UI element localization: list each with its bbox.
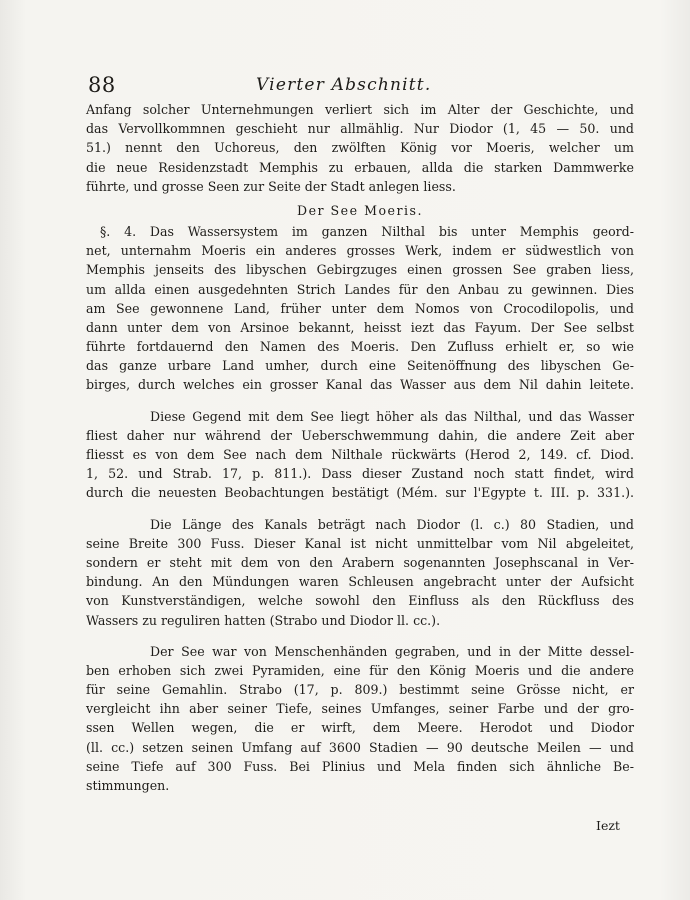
- text-line: dann unter dem von Arsinoe bekannt, heisst iezt das Fayum. Der See selbst: [86, 319, 634, 335]
- text-line: durch die neuesten Beobachtungen bestätigt (Mém. sur l'Egypte t. III. p. 331.).: [86, 485, 634, 501]
- running-head: Vierter Abschnitt.: [256, 75, 432, 95]
- paragraph-gap: [86, 395, 634, 407]
- text-line: führte, und grosse Seen zur Seite der Stadt anlegen liess.: [86, 178, 456, 194]
- text-line: birges, durch welches ein grosser Kanal das Wasser aus dem Nil dahin leitete.: [86, 377, 634, 393]
- text-line: vergleicht ihn aber seiner Tiefe, seines Umfanges, seiner Farbe und der gro-: [86, 701, 634, 717]
- paragraph-4: [86, 515, 634, 630]
- body-text: [86, 100, 634, 795]
- text-line: Anfang solcher Unternehmungen verliert sich im Alter der Geschichte, und: [86, 102, 634, 117]
- text-line: Wassers zu reguliren hatten (Strabo und Diodor ll. cc.).: [86, 612, 441, 628]
- text-line: 1, 52. und Strab. 17, p. 811.). Dass dieser Zustand noch statt findet, wird: [86, 466, 634, 482]
- text-line: die neue Residenzstadt Memphis zu erbauen, allda die starken Dammwerke: [86, 159, 634, 175]
- text-line: Memphis jenseits des libyschen Gebirgzuges einen grossen See graben liess,: [86, 262, 634, 278]
- text-line: stimmungen.: [86, 778, 170, 793]
- text-line: für seine Gemahlin. Strabo (17, p. 809.) bestimmt seine Grösse nicht, er: [86, 682, 634, 698]
- text-line: das Vervollkommnen geschieht nur allmählig. Nur Diodor (1, 45 — 50. und: [86, 121, 634, 137]
- text-line: §. 4. Das Wassersystem im ganzen Nilthal bis unter Memphis geord-: [100, 223, 634, 239]
- text-line: ssen Wellen wegen, die er wirft, dem Meere. Herodot und Diodor: [86, 720, 634, 736]
- text-line: (ll. cc.) setzen seinen Umfang auf 3600 Stadien — 90 deutsche Meilen — und: [86, 739, 634, 755]
- text-line: das ganze urbare Land umher, durch eine Seitenöffnung des libyschen Ge-: [86, 358, 634, 374]
- page-header: [88, 73, 636, 99]
- text-line: von Kunstverständigen, welche sowohl den Einfluss als den Rückfluss des: [86, 593, 634, 609]
- page-number: 88: [88, 73, 116, 97]
- paragraph-3: [86, 407, 634, 503]
- section-heading: Der See Moeris.: [296, 202, 424, 218]
- paragraph-gap: [86, 503, 634, 515]
- paragraph-1: [86, 100, 634, 196]
- text-line: bindung. An den Mündungen waren Schleusen angebracht unter der Aufsicht: [86, 574, 634, 590]
- text-line: Diese Gegend mit dem See liegt höher als das Nilthal, und das Wasser: [150, 408, 634, 424]
- text-line: Die Länge des Kanals beträgt nach Diodor (l. c.) 80 Stadien, und: [150, 516, 634, 532]
- text-line: fliesst es von dem See nach dem Nilthale rückwärts (Herod 2, 149. cf. Diod.: [86, 447, 634, 462]
- text-line: am See gewonnene Land, früher unter dem Nomos von Crocodilopolis, und: [86, 300, 634, 316]
- text-line: sondern er steht mit dem von den Arabern sogenannten Josephscanal in Ver-: [86, 554, 634, 570]
- catchword: Iezt: [596, 818, 620, 833]
- paragraph-gap: [86, 630, 634, 642]
- text-line: net, unternahm Moeris ein anderes grosses Werk, indem er südwestlich von: [86, 243, 634, 259]
- text-line: ben erhoben sich zwei Pyramiden, eine für den König Moeris und die andere: [86, 662, 634, 678]
- paragraph-2: [86, 222, 634, 395]
- text-line: um allda einen ausgedehnten Strich Landes für den Anbau zu gewinnen. Dies: [86, 281, 634, 297]
- text-line: Der See war von Menschenhänden gegraben, und in der Mitte dessel-: [150, 643, 634, 659]
- text-line: seine Breite 300 Fuss. Dieser Kanal ist nicht unmittelbar vom Nil abgeleitet,: [86, 535, 634, 551]
- text-line: führte fortdauernd den Namen des Moeris. Den Zufluss erhielt er, so wie: [86, 339, 634, 355]
- text-line: 51.) nennt den Uchoreus, den zwölften König vor Moeris, welcher um: [86, 140, 634, 156]
- text-line: seine Tiefe auf 300 Fuss. Bei Plinius und Mela finden sich ähnliche Be-: [86, 758, 634, 774]
- paragraph-5: [86, 642, 634, 796]
- text-line: fliest daher nur während der Ueberschwemmung dahin, die andere Zeit aber: [86, 427, 634, 443]
